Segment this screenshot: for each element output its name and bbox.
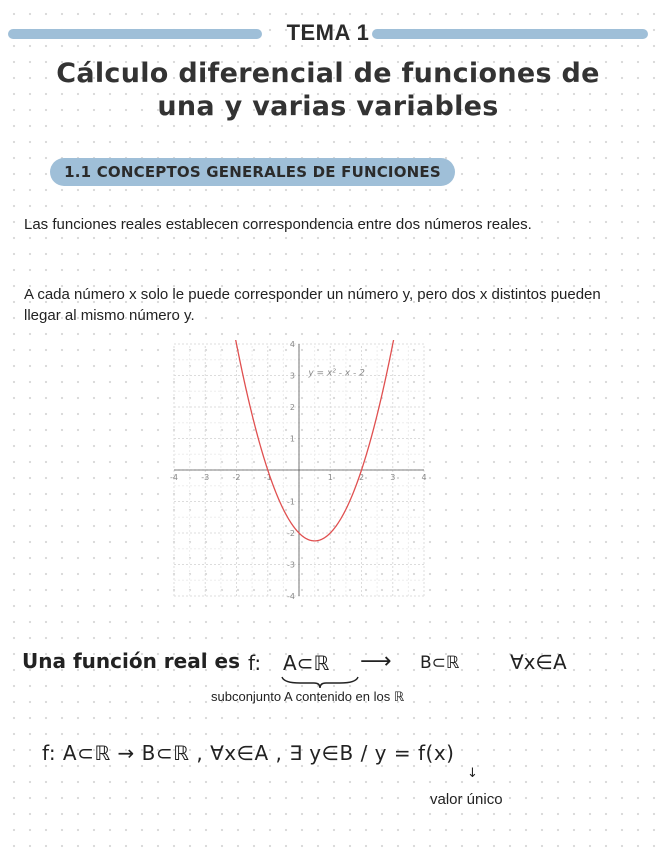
section-heading: 1.1 CONCEPTOS GENERALES DE FUNCIONES: [50, 158, 455, 186]
formula-2: f: A⊂ℝ → B⊂ℝ , ∀x∈A , ∃ y∈B / y = f(x): [42, 741, 455, 765]
page-title-line1: Cálculo diferencial de funciones de: [56, 58, 600, 89]
arrow-down-icon: ↓: [467, 766, 478, 781]
formula-domain: A⊂ℝ: [283, 651, 330, 675]
function-graph: [170, 340, 428, 600]
y-tick-label: -3: [287, 560, 295, 570]
x-tick-label: -2: [232, 473, 241, 482]
header-right-bar: [372, 29, 648, 39]
formula-forall: ∀x∈A: [510, 650, 567, 674]
y-tick-label: 3: [289, 371, 295, 381]
x-tick-label: 4: [421, 473, 427, 482]
y-tick-label: -4: [287, 592, 295, 600]
paragraph-1: Las funciones reales establecen correspondencia entre dos números reales.: [24, 216, 532, 233]
x-tick-label: -1: [263, 473, 272, 482]
x-tick-label: 2: [358, 473, 365, 482]
page-title-line2: una y varias variables: [157, 91, 499, 122]
definition-label: Una función real es: [22, 649, 240, 673]
x-tick-label: -4: [170, 473, 178, 482]
y-tick-label: -1: [287, 497, 295, 507]
chart-axes: [174, 344, 427, 596]
y-tick-label: -2: [287, 529, 295, 538]
formula-arrow: ⟶: [360, 649, 392, 674]
definition-annotation: subconjunto A contenido en los ℝ: [211, 689, 405, 704]
formula-codomain: B⊂ℝ: [420, 653, 460, 673]
paragraph-2: A cada número x solo le puede corresponder un número y, pero dos x distintos pueden llegar al mismo número y.: [24, 286, 601, 324]
header-left-bar: [8, 29, 262, 39]
x-tick-label: 1: [327, 473, 333, 482]
x-tick-label: 3: [390, 473, 396, 482]
tema-label: TEMA 1: [286, 20, 370, 45]
function-annotation: y = x² - x - 2: [308, 368, 365, 379]
underbrace: [280, 675, 360, 689]
formula-2-annotation: valor único: [430, 791, 503, 808]
y-tick-label: 4: [289, 340, 295, 349]
formula-f: f:: [248, 651, 262, 675]
y-tick-label: 2: [289, 403, 295, 412]
y-tick-label: 1: [289, 434, 295, 444]
x-tick-label: -3: [201, 473, 210, 482]
